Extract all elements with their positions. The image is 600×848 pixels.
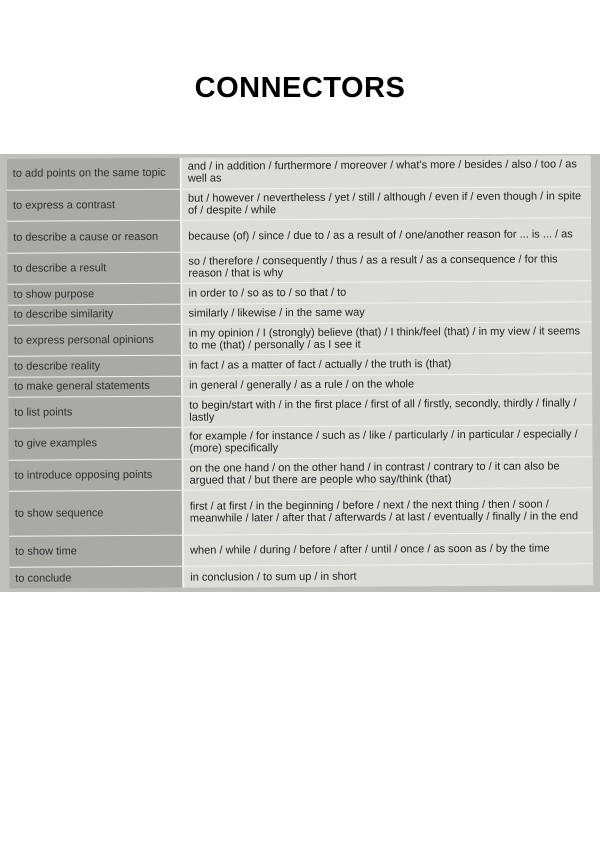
connectors-cell: when / while / during / before / after / until / once / as soon as / by the time	[183, 532, 593, 566]
connectors-cell: for example / for instance / such as / like / particularly / in particular / especially / (more) specifically	[182, 425, 592, 459]
table-row	[8, 394, 592, 429]
table-row	[9, 564, 593, 589]
purpose-cell: to describe similarity	[8, 304, 182, 325]
table-row	[8, 322, 592, 357]
connectors-cell: first / at first / in the beginning / before / next / the next thing / then / soon / meanwhile / later / after that / afterwards / at last / eventually / finally / in the end	[183, 488, 593, 535]
table-row	[9, 532, 593, 567]
purpose-cell: to show sequence	[9, 490, 183, 536]
connectors-cell: on the one hand / on the other hand / in contrast / contrary to / it can also be argued that / but there are people who say/think (that)	[183, 456, 593, 490]
purpose-cell: to show time	[9, 535, 183, 567]
table-row	[8, 425, 592, 460]
connectors-cell: in general / generally / as a rule / on the whole	[182, 373, 592, 396]
purpose-cell: to conclude	[9, 566, 183, 588]
purpose-cell: to show purpose	[7, 283, 181, 304]
purpose-cell: to add points on the same topic	[7, 158, 181, 190]
connectors-cell: and / in addition / furthermore / moreover / what's more / besides / also / too / as well as	[181, 155, 591, 189]
table-row	[7, 187, 591, 222]
purpose-cell: to describe a cause or reason	[7, 221, 181, 253]
purpose-cell: to express personal opinions	[8, 324, 182, 356]
page-title: CONNECTORS	[194, 72, 406, 104]
table-row	[9, 488, 593, 536]
connectors-cell: to begin/start with / in the first place / first of all / firstly, secondly, thirdly / finally / lastly	[182, 394, 592, 428]
table-row	[7, 218, 591, 253]
purpose-cell: to express a contrast	[7, 189, 181, 221]
connectors-cell: in fact / as a matter of fact / actually / the truth is (that)	[182, 353, 592, 376]
connectors-cell: similarly / likewise / in the same way	[182, 301, 592, 324]
connectors-cell: because (of) / since / due to / as a result of / one/another reason for ... is ... / as	[181, 218, 591, 252]
purpose-cell: to describe reality	[8, 355, 182, 376]
table-row	[7, 155, 591, 190]
connectors-cell: in order to / so as to / so that / to	[181, 281, 591, 304]
purpose-cell: to list points	[8, 396, 182, 428]
connectors-cell: but / however / nevertheless / yet / still / although / even if / even though / in spite of / despite / while	[181, 187, 591, 221]
purpose-cell: to give examples	[8, 427, 182, 459]
connectors-cell: so / therefore / consequently / thus / as a result / as a consequence / for this reason / that is why	[181, 250, 591, 284]
purpose-cell: to make general statements	[8, 376, 182, 397]
table-row	[7, 250, 591, 285]
table-row	[9, 456, 593, 491]
connectors-table	[7, 155, 594, 589]
purpose-cell: to introduce opposing points	[9, 459, 183, 491]
connectors-cell: in conclusion / to sum up / in short	[183, 564, 593, 588]
connectors-table-photo	[0, 154, 600, 592]
connectors-cell: in my opinion / I (strongly) believe (that) / I think/feel (that) / in my view / it seems to me (that) / personally / as I see it	[182, 322, 592, 356]
purpose-cell: to describe a result	[7, 252, 181, 284]
connectors-card	[7, 155, 594, 589]
